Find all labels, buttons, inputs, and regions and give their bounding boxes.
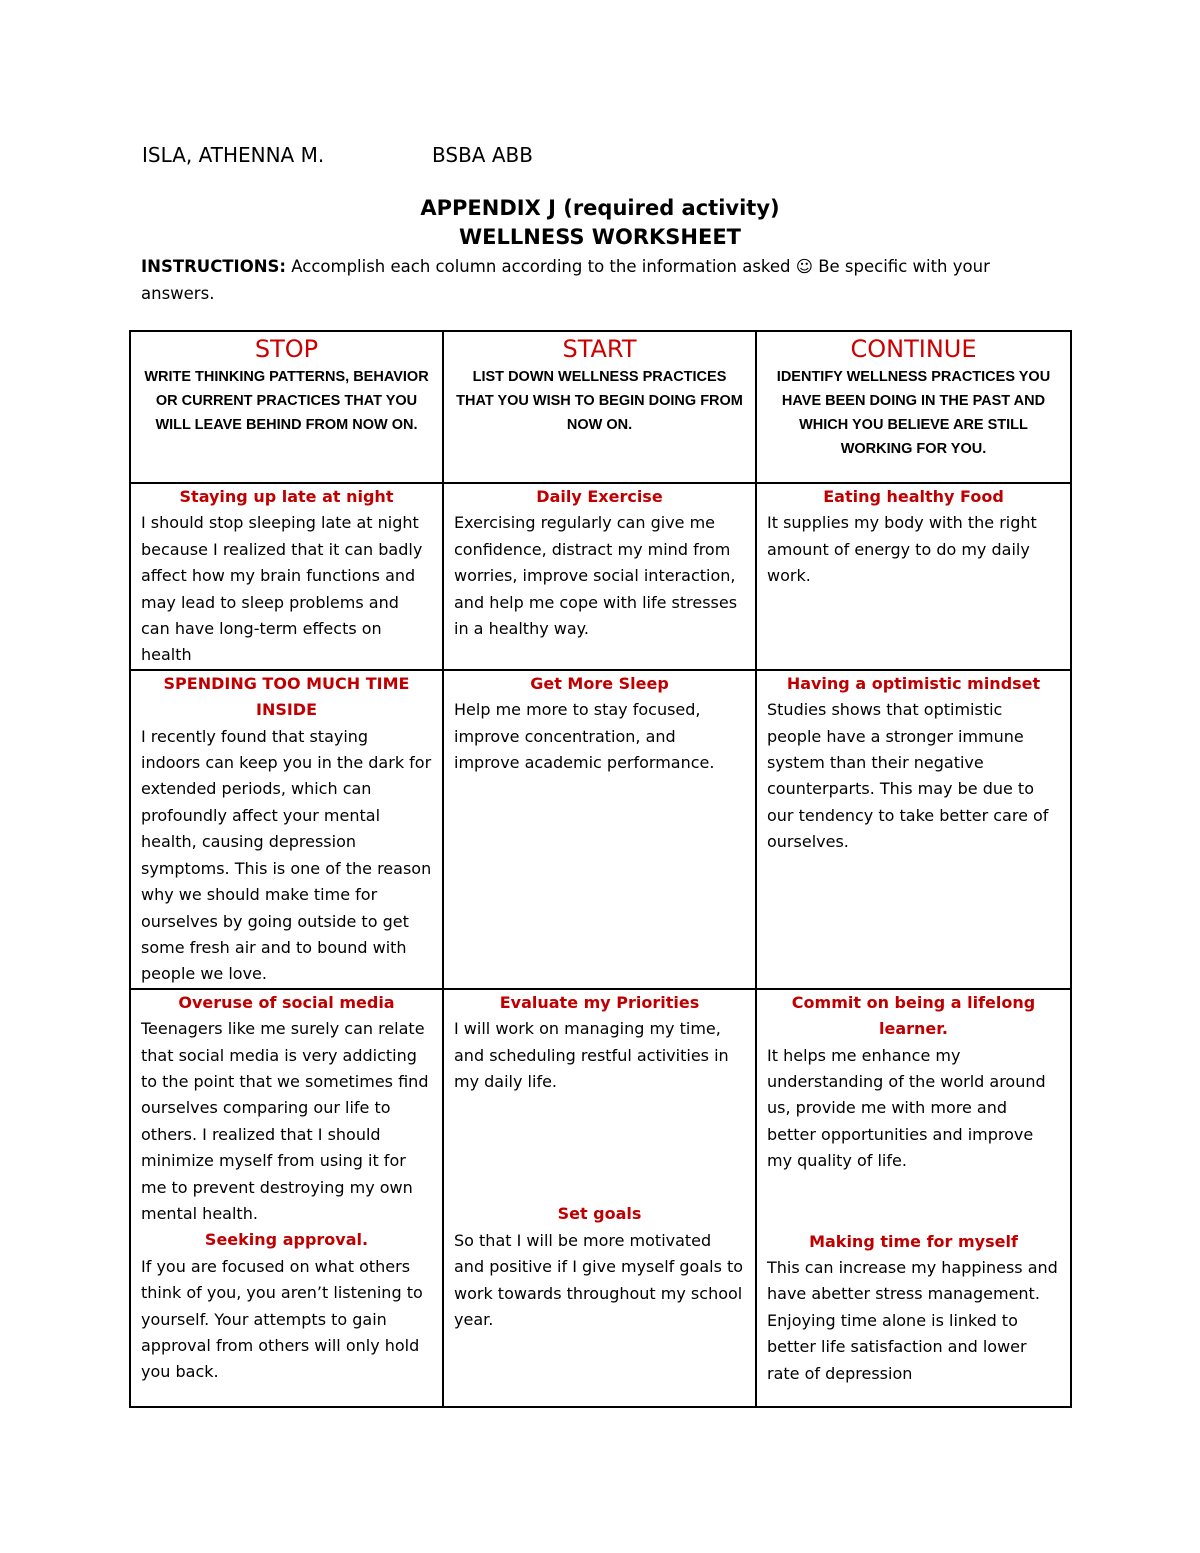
practice-body: Help me more to stay focused, improve concentration, and improve academic performance.: [454, 700, 715, 773]
table-row: [130, 989, 1071, 1407]
start-heading: START: [562, 335, 637, 363]
student-name: ISLA, ATHENNA M.: [142, 143, 325, 167]
wellness-table: [129, 330, 1072, 1408]
practice-body: I recently found that staying indoors can keep you in the dark for extended periods, which can profoundly affect your mental health, causing depression symptoms. This is one of the reason why we should make time for ourselves by going outside to get some fresh air and to bound with people we love.: [141, 726, 432, 984]
practice-title: Staying up late at night: [179, 487, 394, 506]
continue-cell: [756, 989, 1071, 1407]
course-code: BSBA ABB: [432, 143, 533, 167]
practice-title: Set goals: [557, 1204, 642, 1224]
practice-title: Evaluate my Priorities: [499, 992, 700, 1012]
header-line: [142, 143, 533, 167]
practice-body: I should stop sleeping late at night because I realized that it can badly affect how my brain functions and may lead to sleep problems and can have long-term effects on health: [141, 513, 423, 665]
spacer: [454, 1095, 745, 1201]
stop-column-header: [130, 331, 443, 483]
practice-title: Commit on being a lifelong learner.: [791, 992, 1036, 1039]
start-cell: [443, 670, 756, 989]
practice-title: Get More Sleep: [530, 673, 669, 693]
start-column-header: [443, 331, 756, 483]
instructions-text: Accomplish each column according to the information asked ☺ Be specific with your answers.: [141, 257, 990, 303]
practice-body: It helps me enhance my understanding of the world around us, provide me with more and better opportunities and improve my quality of life.: [767, 1045, 1046, 1171]
start-cell: [443, 989, 756, 1407]
practice-title: Seeking approval.: [204, 1230, 369, 1250]
practice-body: Exercising regularly can give me confidence, distract my mind from worries, improve social interaction, and help me cope with life stresses in a healthy way.: [454, 513, 738, 639]
practice-body: If you are focused on what others think of you, you aren’t listening to yourself. Your attempts to gain approval from others will only hold you back.: [141, 1256, 423, 1382]
practice-body: Teenagers like me surely can relate that social media is very addicting to the point that we sometimes find ourselves comparing our life to others. I realized that I should minimize myself from using it for me to prevent destroying my own mental health.: [141, 1019, 429, 1223]
continue-column-header: [756, 331, 1071, 483]
table-row: [130, 670, 1071, 989]
spacer: [767, 1175, 1060, 1229]
practice-body: I will work on managing my time, and scheduling restful activities in my daily life.: [454, 1019, 729, 1091]
document-title: APPENDIX J (required activity): [420, 196, 780, 220]
practice-body: Studies shows that optimistic people have a stronger immune system than their negative counterparts. This may be due to our tendency to take better care of ourselves.: [767, 700, 1049, 852]
stop-cell: [130, 670, 443, 989]
stop-cell: [130, 483, 443, 670]
document-subtitle: WELLNESS WORKSHEET: [459, 225, 741, 249]
continue-heading: CONTINUE: [850, 335, 977, 363]
instructions-label: INSTRUCTIONS:: [141, 257, 287, 276]
practice-title: Eating healthy Food: [823, 487, 1004, 506]
start-description: LIST DOWN WELLNESS PRACTICES THAT YOU WISH TO BEGIN DOING FROM NOW ON.: [456, 369, 743, 433]
continue-cell: [756, 483, 1071, 670]
continue-description: IDENTIFY WELLNESS PRACTICES YOU HAVE BEEN DOING IN THE PAST AND WHICH YOU BELIEVE ARE STILL WORKING FOR YOU.: [776, 369, 1051, 457]
practice-title: Making time for myself: [809, 1231, 1018, 1251]
stop-description: WRITE THINKING PATTERNS, BEHAVIOR OR CURRENT PRACTICES THAT YOU WILL LEAVE BEHIND FROM NOW ON.: [144, 369, 429, 433]
practice-body: So that I will be more motivated and positive if I give myself goals to work towards throughout my school year.: [454, 1230, 744, 1329]
practice-title: Having a optimistic mindset: [786, 673, 1041, 693]
table-header-row: [130, 331, 1071, 483]
table-row: [130, 483, 1071, 670]
stop-cell: [130, 989, 443, 1407]
start-cell: [443, 483, 756, 670]
practice-title: Overuse of social media: [178, 992, 395, 1012]
instructions: [141, 253, 1041, 307]
practice-body: It supplies my body with the right amount of energy to do my daily work.: [767, 513, 1037, 586]
stop-heading: STOP: [254, 335, 319, 363]
practice-body: This can increase my happiness and have abetter stress management. Enjoying time alone is linked to better life satisfaction and lower rate of depression: [767, 1257, 1058, 1383]
continue-cell: [756, 670, 1071, 989]
practice-title: SPENDING TOO MUCH TIME INSIDE: [163, 673, 410, 720]
practice-title: Daily Exercise: [536, 487, 663, 506]
